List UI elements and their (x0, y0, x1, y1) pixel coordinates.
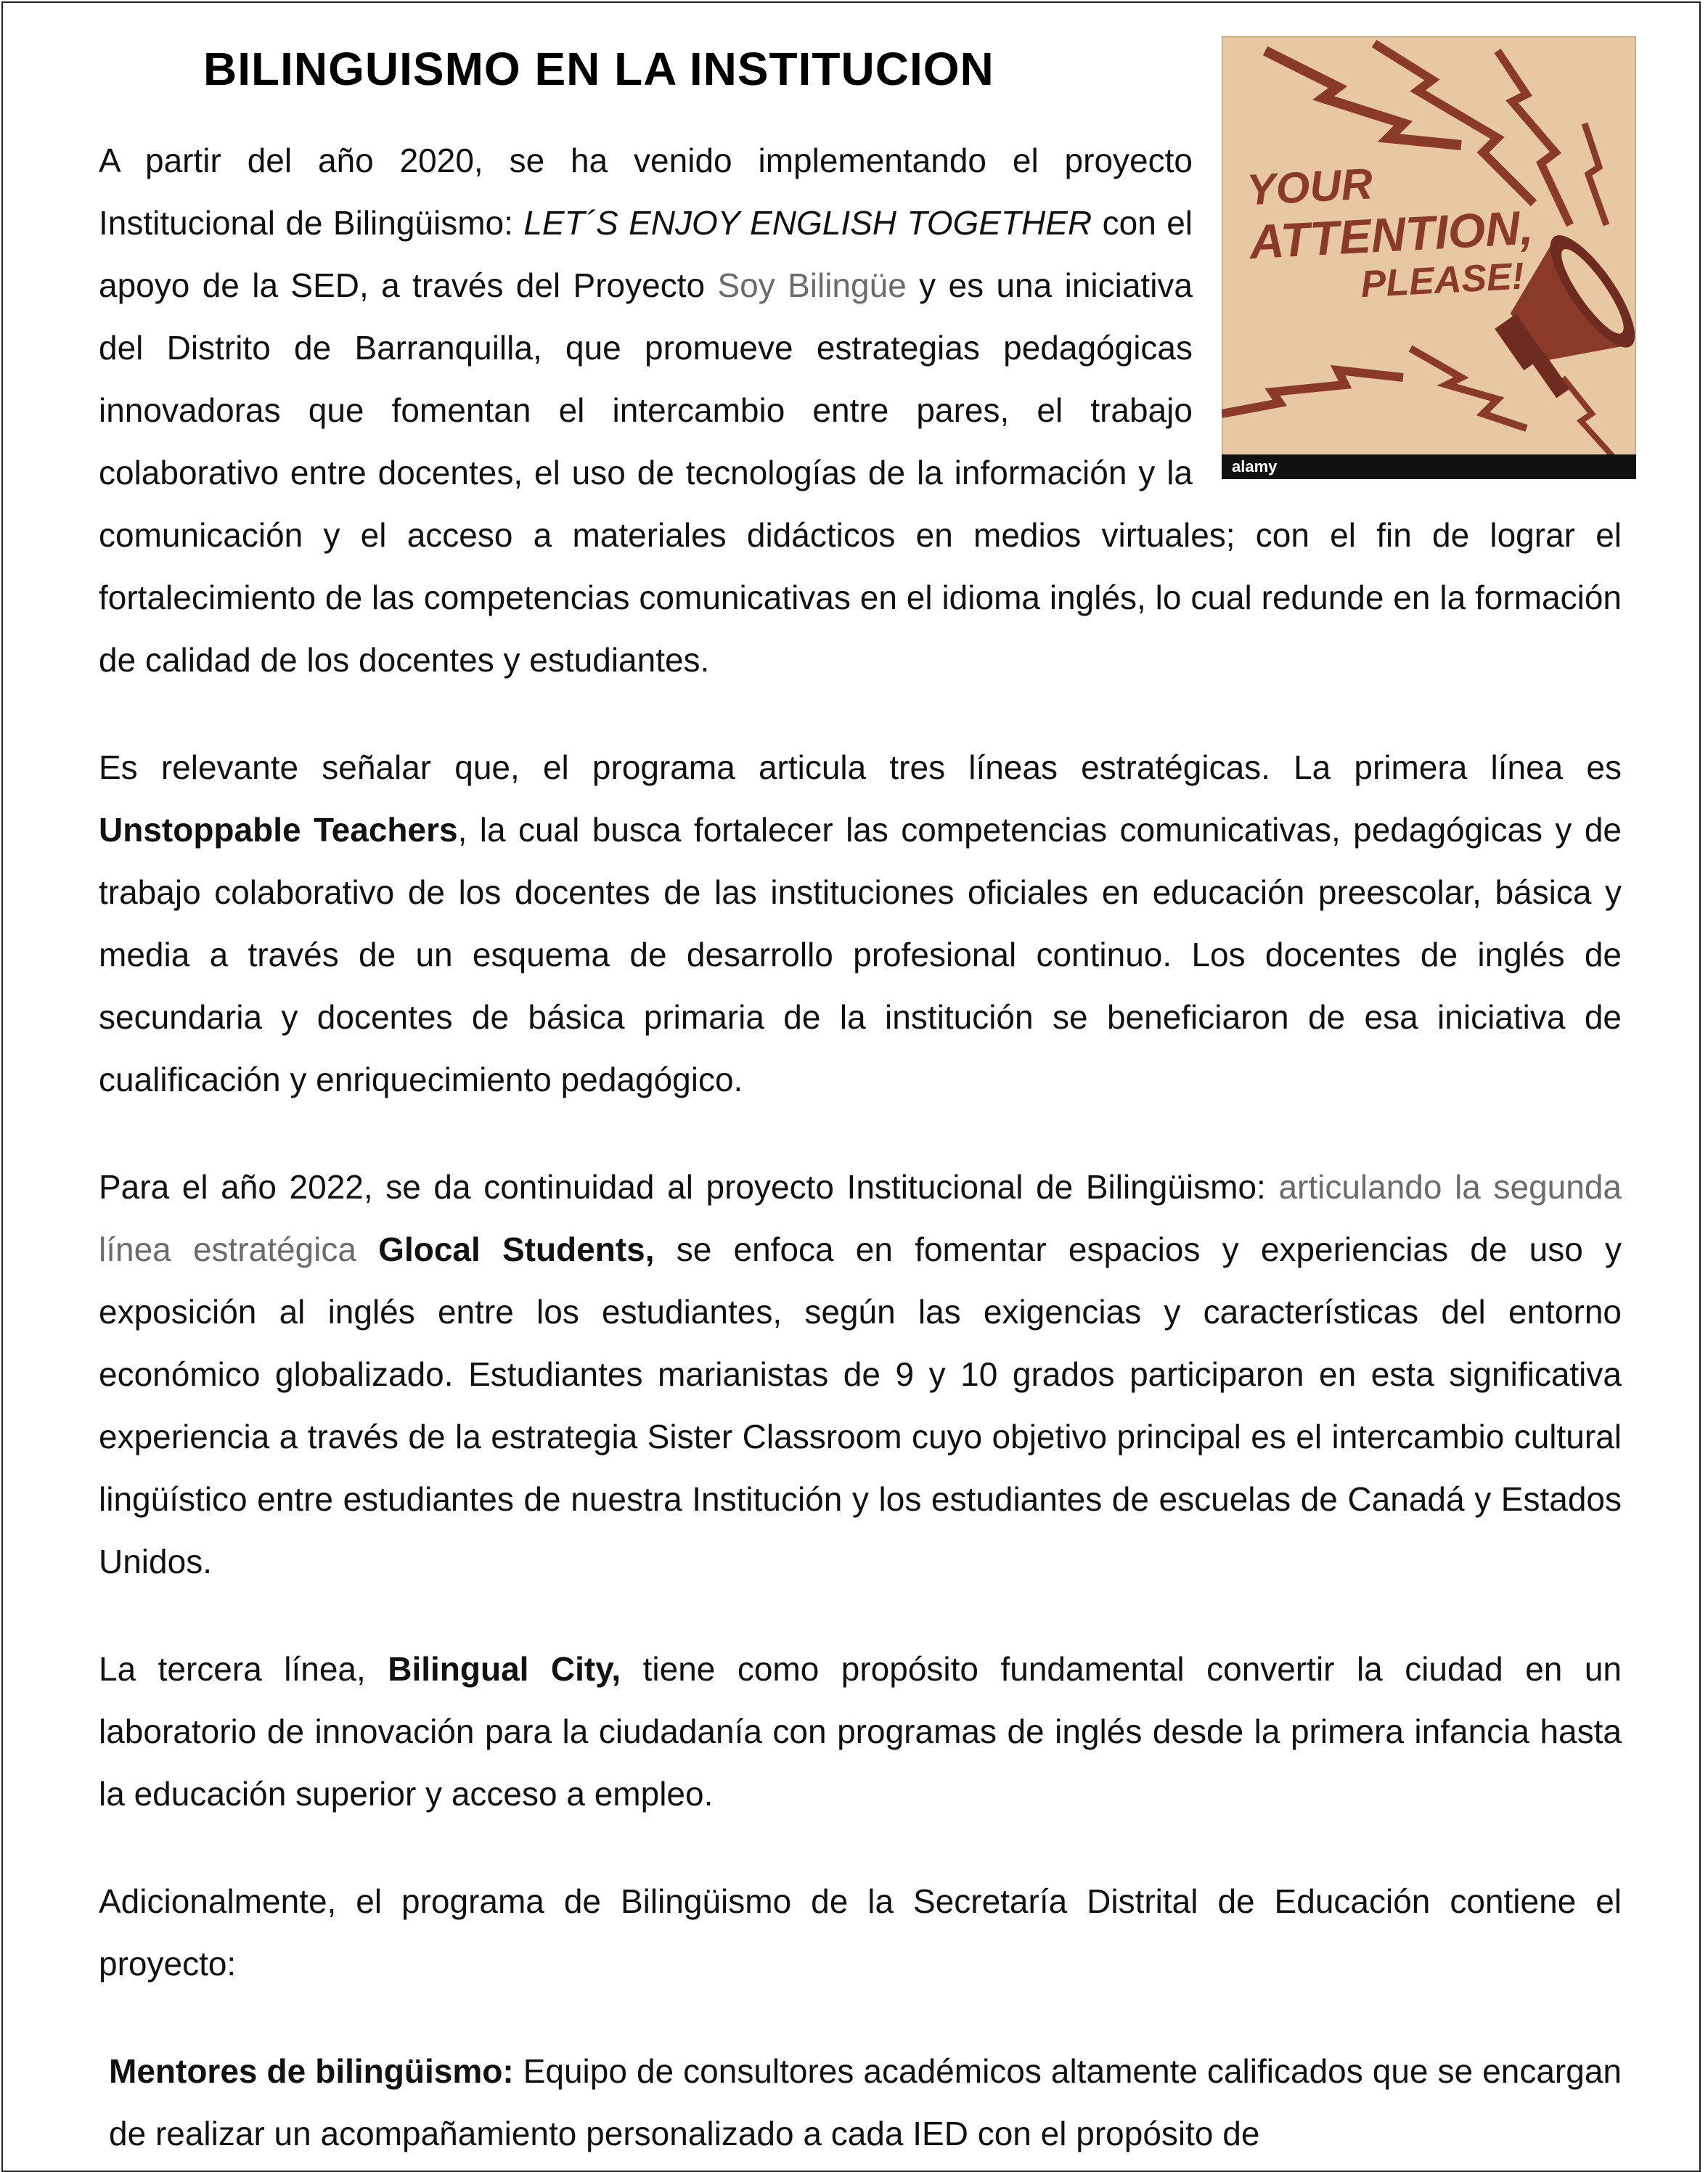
paragraph-mentors (99, 2040, 1622, 2165)
figure-line-3: PLEASE! (1360, 255, 1526, 306)
soy-bilingue-link: Soy Bilingüe (717, 266, 907, 304)
intro-text-3: y es una iniciativa del Distrito de Barranquilla, que promueve estrategias pedagógicas innovadoras que fomentan el intercambio entre pares, el trabajo colaborativo entre docentes, el uso de tecnologías de la información y la comunicación y el acceso a materiales didácticos en medios virtuales; con el fin de lograr el fortalecimiento de las competencias comunicativas en el idioma inglés, lo cual redunde en la formación de calidad de los docentes y estudiantes. (99, 266, 1622, 679)
lines-text-2: , la cual busca fortalecer las competencias comunicativas, pedagógicas y de trabajo colaborativo de los docentes de las instituciones oficiales en educación preescolar, básica y media a través de un esquema de desarrollo profesional continuo. Los docentes de inglés de secundaria y docentes de básica primaria de la institución se beneficiaron de esa iniciativa de cualificación y enriquecimiento pedagógico. (99, 811, 1622, 1098)
project-name: LET´S ENJOY ENGLISH TOGETHER (523, 204, 1092, 242)
glocal-students: Glocal Students, (356, 1230, 655, 1268)
document-body (99, 129, 1622, 2165)
attention-text (1246, 154, 1537, 309)
third-text-1: La tercera línea, (99, 1650, 388, 1688)
third-text-2: tiene como propósito fundamental convertir la ciudad en un laboratorio de innovación para la ciudadanía con programas de inglés desde la primera infancia hasta la educación superior y acceso a empleo. (99, 1650, 1622, 1813)
paragraph-third-line (99, 1638, 1622, 1825)
attention-please-image (1222, 36, 1636, 479)
figure-line-2: ATTENTION, (1248, 200, 1535, 269)
figure-line-1: YOUR (1245, 159, 1374, 215)
paragraph-lines (99, 736, 1622, 1111)
paragraph-2022 (99, 1156, 1622, 1593)
second-line-text: articulando la segunda línea estratégica (99, 1168, 1622, 1268)
mentors-heading: Mentores de bilingüismo: (109, 2052, 514, 2090)
page-title: BILINGUISMO EN LA INSTITUCION (203, 43, 994, 95)
intro-text-2: con el apoyo de la SED, a través del Proyecto (99, 204, 1193, 304)
bilingual-city: Bilingual City, (388, 1650, 621, 1688)
unstoppable-teachers: Unstoppable Teachers (99, 811, 458, 849)
image-caption-bar: alamy (1222, 454, 1636, 479)
mentors-text: Equipo de consultores académicos altamente calificados que se encargan de realizar un acompañamiento personalizado a cada IED con el propósito de (109, 2052, 1622, 2152)
year-text-2: se enfoca en fomentar espacios y experiencias de uso y exposición al inglés entre los estudiantes, según las exigencias y características del entorno económico globalizado. Estudiantes marianistas de 9 y 10 grados participaron en esta significativa experiencia a través de la estrategia Sister Classroom cuyo objetivo principal es el intercambio cultural lingüístico entre estudiantes de nuestra Institución y los estudiantes de escuelas de Canadá y Estados Unidos. (99, 1230, 1622, 1580)
year-text-1: Para el año 2022, se da continuidad al proyecto Institucional de Bilingüismo: (99, 1168, 1279, 1206)
intro-text-1: A partir del año 2020, se ha venido implementando el proyecto Institucional de Bilingüismo: (99, 142, 1193, 242)
lines-text-1: Es relevante señalar que, el programa articula tres líneas estratégicas. La primera línea es (99, 748, 1622, 786)
paragraph-additional: Adicionalmente, el programa de Bilingüismo de la Secretaría Distrital de Educación contiene el proyecto: (99, 1882, 1622, 1983)
